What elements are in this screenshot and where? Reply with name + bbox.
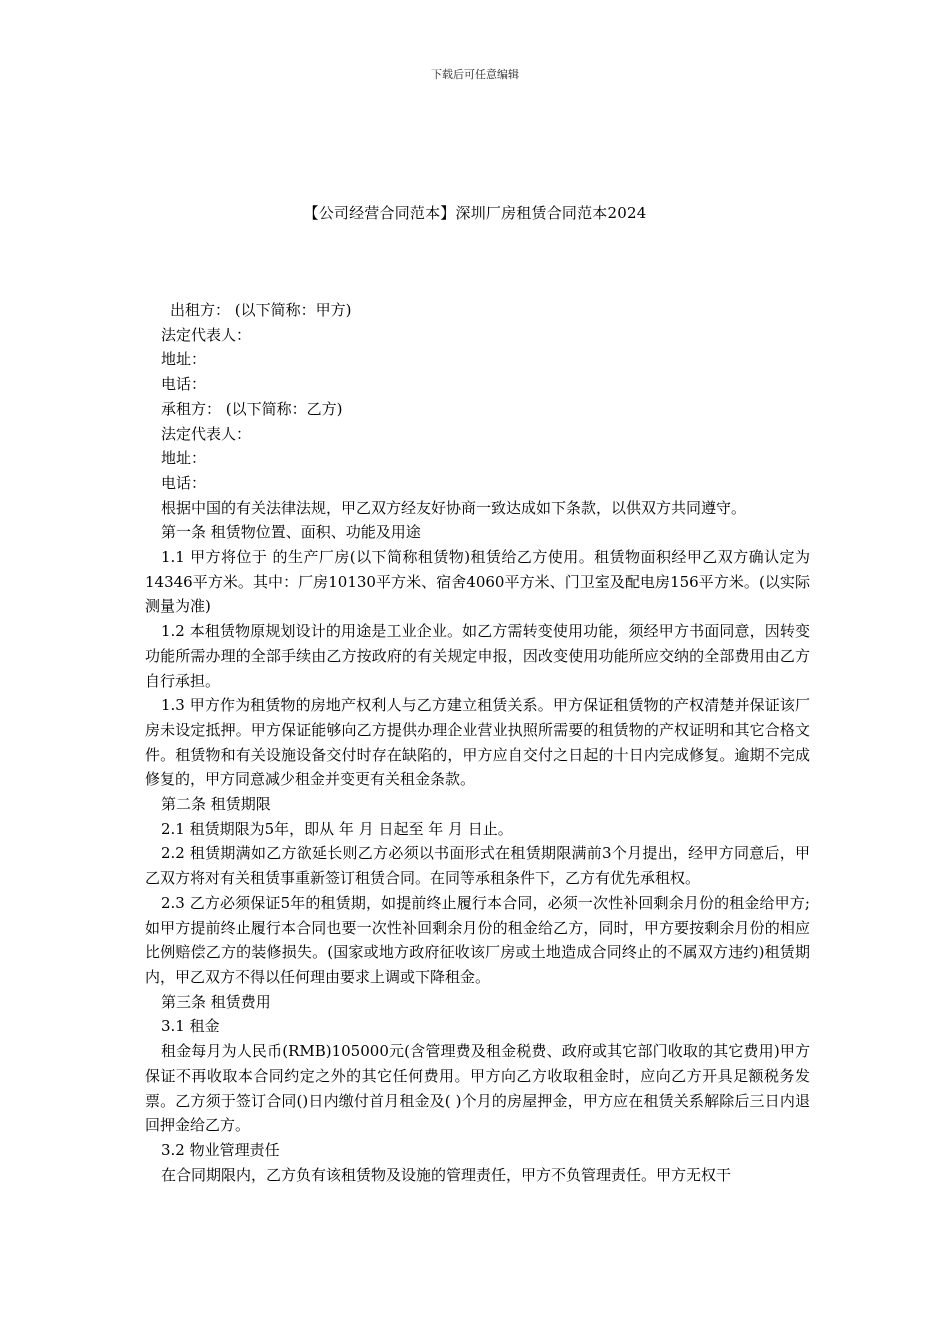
article-1-heading: 第一条 租赁物位置、面积、功能及用途 [161,523,421,542]
lessor-phone: 电话： [161,375,207,394]
lessee-phone: 电话： [161,473,207,492]
lessor-address: 地址： [161,350,207,369]
lessee-line: 承租方： (以下简称：乙方) [161,399,343,418]
clause-3-1-text: 租金每月为人民币(RMB)105000元(含管理费及租金税费、政府或其它部门收取的其它费用)甲方保证不再收取本合同约定之外的其它任何费用。甲方向乙方收取租金时，应向乙方开具足额税务发票。乙方须于签订合同()日内缴付首月租金及( )个月的房屋押金，甲方应在租赁关系解除后三日内退回押金给乙方。 [145,1042,810,1135]
article-2-heading: 第二条 租赁期限 [161,795,271,814]
clause-3-2-text: 在合同期限内，乙方负有该租赁物及设施的管理责任，甲方不负管理责任。甲方无权干 [161,1165,732,1184]
preamble: 根据中国的有关法律法规，甲乙双方经友好协商一致达成如下条款，以供双方共同遵守。 [161,498,747,517]
document-title: 【公司经营合同范本】深圳厂房租赁合同范本2024 [303,204,647,222]
article-3-heading: 第三条 租赁费用 [161,992,271,1011]
clause-1-3: 1.3 甲方作为租赁物的房地产权利人与乙方建立租赁关系。甲方保证租赁物的产权清楚并保证该厂房未设定抵押。甲方保证能够向乙方提供办理企业营业执照所需要的租赁物的产权证明和其它合格文件。租赁物和有关设施设备交付时存在缺陷的，甲方应自交付之日起的十日内完成修复。逾期不完成修复的，甲方同意减少租金并变更有关租金条款。 [145,696,810,789]
header-note: 下载后可任意编辑 [431,68,519,81]
clause-2-1: 2.1 租赁期限为5年，即从 年 月 日起至 年 月 日止。 [161,819,513,838]
clause-2-2: 2.2 租赁期满如乙方欲延长则乙方必须以书面形式在租赁期限满前3个月提出，经甲方同意后，甲乙双方将对有关租赁事重新签订租赁合同。在同等承租条件下，乙方有优先承租权。 [145,844,810,888]
clause-1-2: 1.2 本租赁物原规划设计的用途是工业企业。如乙方需转变使用功能，须经甲方书面同意，因转变功能所需办理的全部手续由乙方按政府的有关规定申报，因改变使用功能所应交纳的全部费用由乙方自行承担。 [145,622,810,690]
lessor-representative: 法定代表人： [161,325,252,344]
clause-3-1-heading: 3.1 租金 [161,1017,220,1036]
lessee-representative: 法定代表人： [161,424,252,443]
clause-2-3: 2.3 乙方必须保证5年的租赁期，如提前终止履行本合同，必须一次性补回剩余月份的租金给甲方;如甲方提前终止履行本合同也要一次性补回剩余月份的租金给乙方，同时，甲方要按剩余月份的相应比例赔偿乙方的装修损失。(国家或地方政府征收该厂房或土地造成合同终止的不属双方违约)租赁期内，甲乙双方不得以任何理由要求上调或下降租金。 [145,893,810,986]
lessee-address: 地址： [161,449,207,468]
lessor-line: 出租方： (以下简称：甲方) [170,301,352,319]
clause-1-1: 1.1 甲方将位于 的生产厂房(以下简称租赁物)租赁给乙方使用。租赁物面积经甲乙双方确认定为14346平方米。其中：厂房10130平方米、宿舍4060平方米、门卫室及配电房156平方米。(以实际测量为准) [145,548,810,616]
clause-3-2-heading: 3.2 物业管理责任 [161,1140,280,1159]
contract-body [145,298,810,1187]
